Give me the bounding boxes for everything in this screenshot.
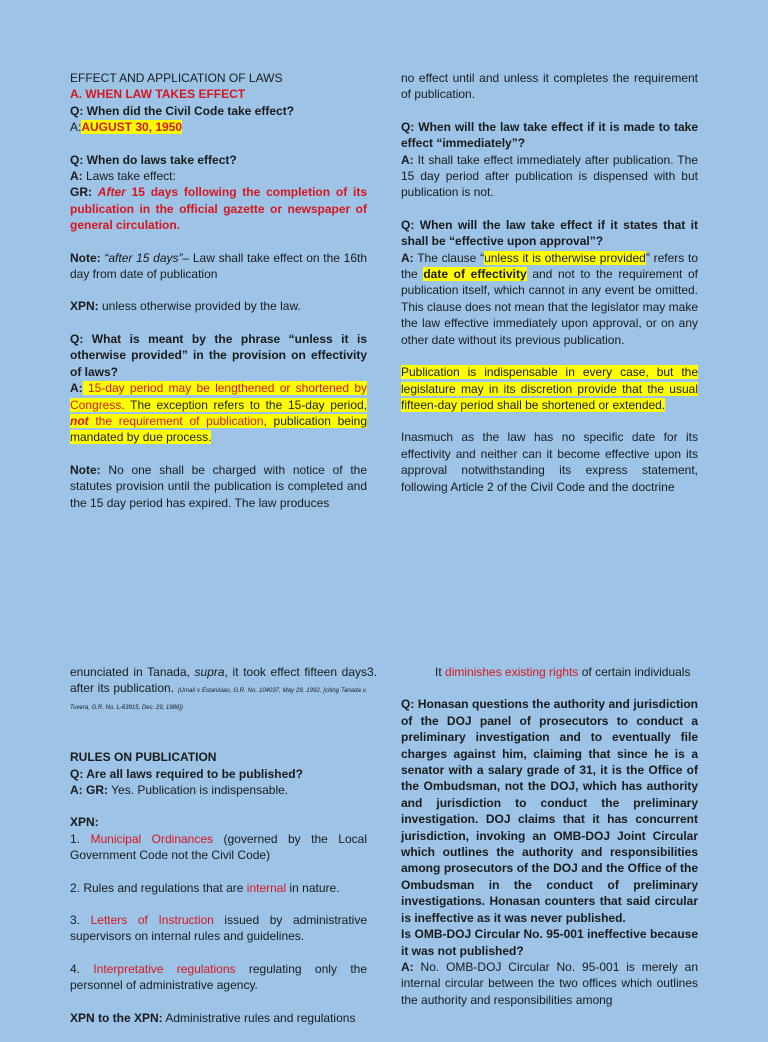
exception-item: 3. Letters of Instruction issued by administrative supervisors on internal rules and guidelines. — [70, 913, 367, 944]
general-rule: GR: After 15 days following the completion of its publication in the official gazette or newspaper of general circulation. — [70, 185, 367, 233]
paragraph: no effect until and unless it completes the requirement of publication. — [401, 71, 698, 102]
answer: A: 15-day period may be lengthened or shortened by Congress. The exception refers to the 15-day period, not the requirement of publication, publication being mandated by due process. — [70, 381, 367, 445]
question: Q: What is meant by the phrase “unless it is otherwise provided” in the provision on effectivity of laws? — [70, 331, 367, 379]
question: Q: When do laws take effect? — [70, 152, 237, 167]
question: Is OMB-DOJ Circular No. 95-001 ineffective because it was not published? — [401, 927, 698, 958]
top-right-column — [401, 70, 698, 511]
bottom-right-column — [367, 664, 698, 1024]
paragraph: XPN to the XPN: Administrative rules and regulations — [70, 1010, 356, 1025]
question: Q: When did the Civil Code take effect? — [70, 103, 295, 118]
question: Q: When will the law take effect if it is made to take effect “immediately”? — [401, 119, 698, 151]
top-left-column — [70, 70, 367, 527]
note: Note: “after 15 days”– Law shall take effect on the 16th day from date of publication — [70, 250, 368, 282]
exception-item: 4. Interpretative regulations regulating only the personnel of administrative agency. — [70, 961, 367, 993]
answer: A: Laws take effect: — [70, 169, 176, 184]
highlighted-paragraph: Publication is indispensable in every case, but the legislature may in its discretion provide that the usual fifteen-day period shall be shortened or extended. — [401, 365, 698, 412]
answer: A: No. OMB-DOJ Circular No. 95-001 is merely an internal circular between the two offices which outlines the authority and responsibilities among — [401, 959, 698, 1007]
question: Q: Are all laws required to be published? — [70, 766, 303, 781]
question: Q: Honasan questions the authority and jurisdiction of the DOJ panel of prosecutors to conduct a preliminary investigation and to eventually file charges against him, claiming that since he is a senator with a salary grade of 31, it is the Office of the Ombudsman, not the DOJ, which has authority and jurisdiction to conduct the preliminary investigation. DOJ claims that it has concurrent jurisdiction, invoking an OMB-DOJ Joint Circular which outlines the authority and responsibilities among prosecutors of the DOJ and the Office of the Ombudsman in the conduct of preliminary investigations. Honasan counters that said circular is ineffective as it was never published. — [401, 697, 698, 925]
citation: (Umali v Estanislao, G.R. No. 104037, May 29, 1992, [citing Tanada v. Tuvera, G.R. No. L-63915, Dec. 29, 1986]) — [70, 688, 367, 711]
exception-item: 1. Municipal Ordinances (governed by the Local Government Code not the Civil Code) — [70, 831, 367, 863]
section-heading: A. WHEN LAW TAKES EFFECT — [70, 87, 246, 102]
doc-heading: EFFECT AND APPLICATION OF LAWS — [70, 71, 283, 85]
answer-date: AUGUST 30, 1950 — [81, 120, 183, 135]
list-item: 3. It diminishes existing rights of certain individuals — [367, 665, 691, 679]
exception-label: XPN: — [70, 815, 99, 830]
exception-item: 2. Rules and regulations that are internal in nature. — [70, 880, 340, 895]
paragraph: Inasmuch as the law has no specific date for its effectivity and neither can it become effective upon its approval notwithstanding its express statement, following Article 2 of the Civil Code and the doctrine — [401, 430, 698, 494]
answer: A:AUGUST 30, 1950 — [70, 120, 183, 135]
exception: XPN: unless otherwise provided by the law. — [70, 299, 301, 314]
rules-heading: RULES ON PUBLICATION — [70, 750, 217, 765]
note: Note: No one shall be charged with notice of the statutes provision until the publication is completed and the 15 day period has expired. The law produces — [70, 462, 367, 510]
question: Q: When will the law take effect if it states that it shall be “effective upon approval”? — [401, 217, 698, 249]
answer: A: GR: Yes. Publication is indispensable. — [70, 783, 289, 798]
answer: A: It shall take effect immediately after publication. The 15 day period after publication is dispensed with but publication is not. — [401, 152, 698, 200]
bottom-left-column — [70, 664, 367, 1042]
paragraph: enunciated in Tanada, supra, it took effect fifteen days after its publication. (Umali v Estanislao, G.R. No. 104037, May 29, 1992, [citing Tanada v. Tuvera, G.R. No. L-63915, Dec. 29, 1986]) — [70, 665, 368, 711]
answer: A: The clause “unless it is otherwise provided” refers to the date of effectivity and not to the requirement of publication itself, which cannot in any event be omitted. This clause does not mean that the legislator may make the law effective immediately upon approval, or on any other date without its previous publication. — [401, 250, 699, 347]
